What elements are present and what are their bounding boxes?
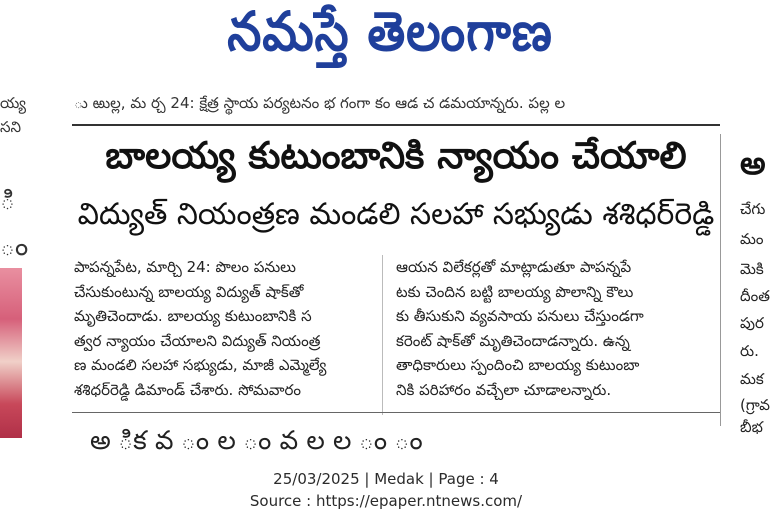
right-strip-line: మం — [740, 230, 764, 248]
right-strip-line: చేగు — [740, 200, 766, 218]
adjacent-photo — [0, 268, 22, 438]
article-bottom-rule — [72, 412, 720, 413]
right-column-divider — [720, 134, 721, 426]
column-line: ణ మండలి సలహా సభ్యుడు, మాజీ ఎమ్మెల్యే — [74, 356, 327, 374]
column-line: చేసుకుంటున్న బాలయ్య విద్యుత్ షాక్‌తో — [74, 282, 304, 301]
right-headline-fragment: అ — [740, 144, 766, 182]
left-strip-line: ం — [0, 232, 29, 262]
column-line: నికి పరిహారం వచ్చేలా చూడాలన్నారు. — [396, 380, 612, 399]
article-column-left — [74, 255, 374, 402]
column-line: త్వర న్యాయం చేయాలని విద్యుత్ నియంత్ర — [74, 331, 321, 350]
article-headline: బాలయ్య కుటుంబానికి న్యాయం చేయాలి — [105, 134, 687, 177]
right-strip-line: రు. — [740, 342, 759, 360]
newspaper-logo: నమస్తే తెలంగాణ — [227, 0, 553, 63]
source-link[interactable]: Source : https://epaper.ntnews.com/ — [249, 492, 523, 510]
article-subheadline: విద్యుత్ నియంత్రణ మండలి సలహా సభ్యుడు శశిధర్‌రెడ్డి — [77, 197, 715, 232]
right-strip-line: పుర — [740, 314, 764, 332]
right-strip-line: బీభ — [740, 418, 763, 436]
column-line: శశిధర్‌రెడ్డి డిమాండ్ చేశారు. సోమవారం — [74, 380, 301, 399]
top-rule — [72, 124, 720, 126]
edition-date-line: 25/03/2025 | Medak | Page : 4 — [273, 470, 499, 488]
right-strip-line: (గ్రావ — [740, 396, 770, 414]
left-strip-line: ి — [0, 186, 16, 216]
article-column-right — [396, 255, 696, 402]
left-strip-line: య్య — [0, 94, 26, 112]
column-line: మృతిచెందాడు. బాలయ్య కుటుంబానికి స — [74, 307, 312, 325]
clipped-previous-article-line: ు ఱుల్ల, మ ర్చ 24: క్షేత్ర స్థాయ పర్యటనం భ గంగా కం ఆడ చ డమయాన్నరు. పల్ల ల — [74, 94, 566, 112]
column-line: తాధికారులు స్పందించి బాలయ్య కుటుంబా — [396, 356, 640, 374]
right-adjacent-article — [726, 134, 772, 434]
column-line: పాపన్నపేట, మార్చి 24: పొలం పనులు — [74, 258, 296, 276]
column-divider — [382, 255, 383, 415]
column-line: టకు చెందిన బట్టి బాలయ్య పొలాన్ని కౌలు — [396, 282, 634, 301]
clipped-next-headline: అ ిక వ ం ల ం వ ల ల ం ం — [90, 426, 423, 456]
column-line: ఆయన విలేకర్లతో మాట్లాడుతూ పాపన్నపే — [396, 258, 632, 276]
left-strip-line: సని — [0, 118, 22, 136]
masthead — [0, 0, 772, 78]
right-strip-line: దీంత — [740, 287, 770, 305]
right-strip-line: మక — [740, 370, 764, 388]
right-strip-line: మెకి — [740, 260, 764, 278]
column-line: కు తీసుకుని వ్యవసాయ పనులు చేస్తుండగా — [396, 307, 644, 325]
column-line: కరెంట్ షాక్‌తో మృతిచెందాడన్నారు. ఉన్న — [396, 331, 630, 350]
